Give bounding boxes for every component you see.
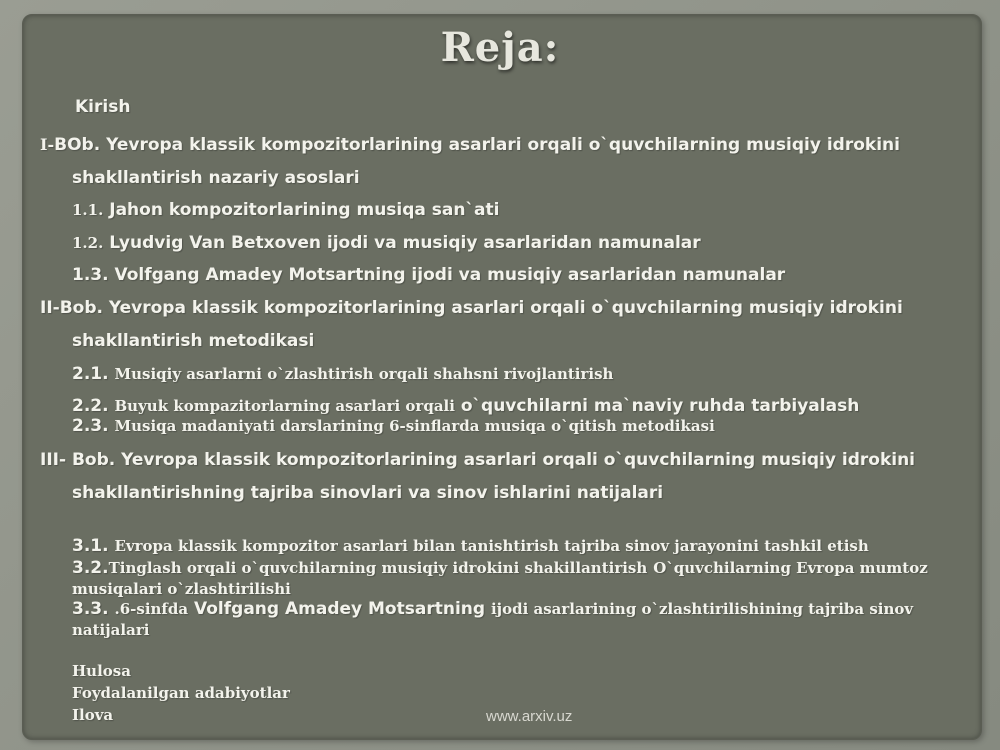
kirish: Kirish	[75, 97, 131, 117]
bob1-label: BOb. Yevropa klassik kompozitorlarining asarlari orqali o`quvchilarning musiqiy idrokini	[54, 135, 900, 155]
bob3-s3: 3.3. .6-sinfda Volfgang Amadey Motsartning ijodi asarlarining o`zlashtirilishining tajriba sinov	[72, 599, 914, 619]
bob3-s3-cont: natijalari	[72, 621, 150, 639]
bob3-s1: 3.1. Evropa klassik kompozitor asarlari bilan tanishtirish tajriba sinov jarayonini tashkil etish	[72, 536, 869, 556]
footer-watermark: www.arxiv.uz	[486, 708, 573, 725]
bob2-s3: 2.3. Musiqa madaniyati darslarining 6-sinflarda musiqa o`qitish metodikasi	[72, 416, 715, 436]
bob3-s2: 3.2.Tinglash orqali o`quvchilarning musiqiy idrokini shakillantirish O`quvchilarning Evropa mumtoz	[72, 558, 928, 578]
ilova: Ilova	[72, 706, 114, 724]
bob1-heading	[40, 135, 900, 155]
bob2-s1: 2.1. Musiqiy asarlarni o`zlashtirish orqali shahsni rivojlantirish	[72, 364, 614, 384]
hulosa: Hulosa	[72, 662, 131, 680]
bob1-s3: 1.3. Volfgang Amadey Motsartning ijodi va musiqiy asarlaridan namunalar	[72, 265, 786, 285]
bob1-prefix: I-	[40, 135, 55, 154]
bob3-heading-cont: shakllantirishning tajriba sinovlari va sinov ishlarini natijalari	[72, 483, 664, 503]
bob3-heading: III- Bob. Yevropa klassik kompozitorlarining asarlari orqali o`quvchilarning musiqiy idrokini	[40, 450, 916, 470]
bob2-s2: 2.2. Buyuk kompazitorlarning asarlari orqali o`quvchilarni ma`naviy ruhda tarbiyalash	[72, 396, 860, 416]
bob1-s2: 1.2. Lyudvig Van Betxoven ijodi va musiqiy asarlaridan namunalar	[72, 233, 701, 253]
bob3-s2-cont: musiqalari o`zlashtirilishi	[72, 580, 291, 598]
bob1-heading-cont: shakllantirish nazariy asoslari	[72, 168, 360, 188]
slide-title: Reja:	[440, 24, 560, 71]
bob2-heading-cont: shakllantirish metodikasi	[72, 331, 315, 351]
bob2-heading: II-Bob. Yevropa klassik kompozitorlarining asarlari orqali o`quvchilarning musiqiy idrokini	[40, 298, 903, 318]
foydalanilgan-adabiyotlar: Foydalanilgan adabiyotlar	[72, 684, 290, 702]
bob1-s1: 1.1. Jahon kompozitorlarining musiqa san`ati	[72, 200, 500, 220]
